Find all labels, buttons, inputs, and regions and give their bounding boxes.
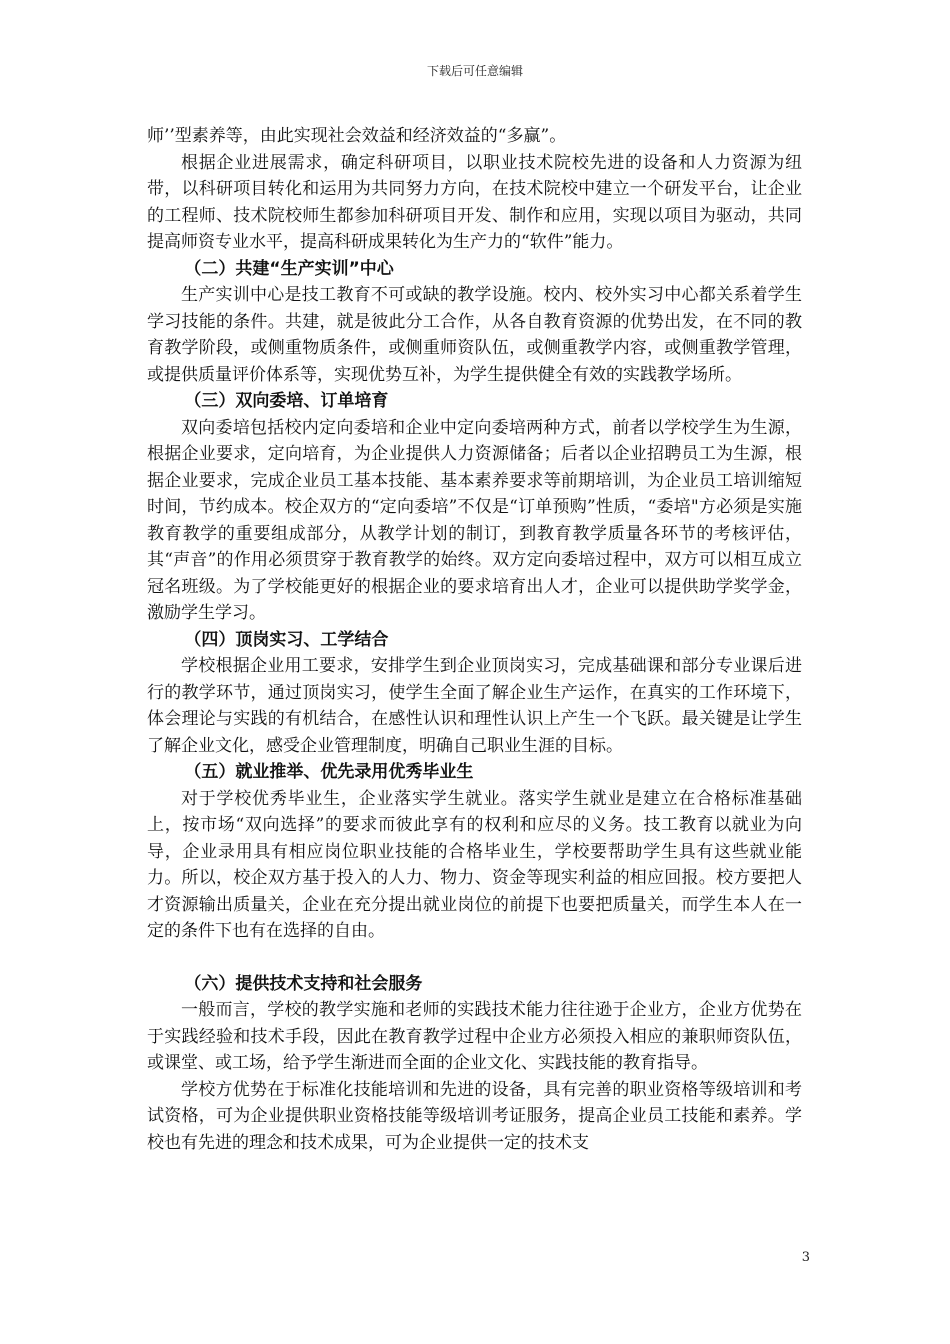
paragraph: 生产实训中心是技工教育不可或缺的教学设施。校内、校外实习中心都关系着学生学习技能的条件。共建，就是彼此分工合作，从各自教育资源的优势出发，在不同的教育教学阶段，或侧重物质条件，或侧重师资队伍，或侧重教学内容，或侧重教学管理，或提供质量评价体系等，实现优势互补，为学生提供健全有效的实践教学场所。	[147, 285, 802, 385]
paragraph: 师’’型素养等，由此实现社会效益和经济效益的“多赢”。	[147, 126, 567, 146]
page-number: 3	[801, 1250, 810, 1265]
paragraph: 学校根据企业用工要求，安排学生到企业顶岗实习，完成基础课和部分专业课后进行的教学环节，通过顶岗实习，使学生全面了解企业生产运作，在真实的工作环境下，体会理论与实践的有机结合，在感性认识和理性认识上产生一个飞跃。最关键是让学生了解企业文化，感受企业管理制度，明确自己职业生涯的目标。	[147, 656, 802, 756]
section-heading: （四）顶岗实习、工学结合	[184, 629, 389, 650]
document-body	[147, 123, 802, 1156]
spacer	[147, 945, 802, 971]
page-header: 下载后可任意编辑	[426, 64, 523, 78]
section-heading: （五）就业推举、优先录用优秀毕业生	[184, 762, 474, 782]
paragraph: 双向委培包括校内定向委培和企业中定向委培两种方式，前者以学校学生为生源，根据企业要求，定向培育，为企业提供人力资源储备；后者以企业招聘员工为生源，根据企业要求，完成企业员工基本技能、基本素养要求等前期培训，为企业员工培训缩短时间，节约成本。校企双方的“定向委培”不仅是“订单预购”性质，“委培"方必须是实施教育教学的重要组成部分，从教学计划的制订，到教育教学质量各环节的考核评估，其“声音”的作用必须贯穿于教育教学的始终。双方定向委培过程中，双方可以相互成立冠名班级。为了学校能更好的根据企业的要求培育出人才，企业可以提供助学奖学金，激励学生学习。	[147, 417, 802, 623]
paragraph: 根据企业进展需求，确定科研项目，以职业技术院校先进的设备和人力资源为纽带，以科研项目转化和运用为共同努力方向，在技术院校中建立一个研发平台，让企业的工程师、技术院校师生都参加科研项目开发、制作和应用，实现以项目为驱动，共同提高师资专业水平，提高科研成果转化为生产力的“软件”能力。	[147, 152, 802, 252]
paragraph: 学校方优势在于标准化技能培训和先进的设备，具有完善的职业资格等级培训和考试资格，可为企业提供职业资格技能等级培训考证服务，提高企业员工技能和素养。学校也有先进的理念和技术成果，可为企业提供一定的技术支	[147, 1079, 802, 1153]
section-heading: （三）双向委培、订单培育	[184, 391, 389, 411]
paragraph: 一般而言，学校的教学实施和老师的实践技术能力往往逊于企业方，企业方优势在于实践经验和技术手段，因此在教育教学过程中企业方必须投入相应的兼职师资队伍，或课堂、或工场，给予学生渐进而全面的企业文化、实践技能的教育指导。	[147, 1000, 802, 1073]
section-heading: （二）共建“生产实训”中心	[184, 258, 394, 279]
section-heading: （六）提供技术支持和社会服务	[184, 973, 423, 994]
paragraph: 对于学校优秀毕业生，企业落实学生就业。落实学生就业是建立在合格标准基础上，按市场“双向选择”的要求而彼此享有的权利和应尽的义务。技工教育以就业为向导，企业录用具有相应岗位职业技能的合格毕业生，学校要帮助学生具有这些就业能力。所以，校企双方基于投入的人力、物力、资金等现实利益的相应回报。校方要把人才资源输出质量关，企业在充分提出就业岗位的前提下也要把质量关，而学生本人在一定的条件下也有在选择的自由。	[147, 788, 802, 941]
